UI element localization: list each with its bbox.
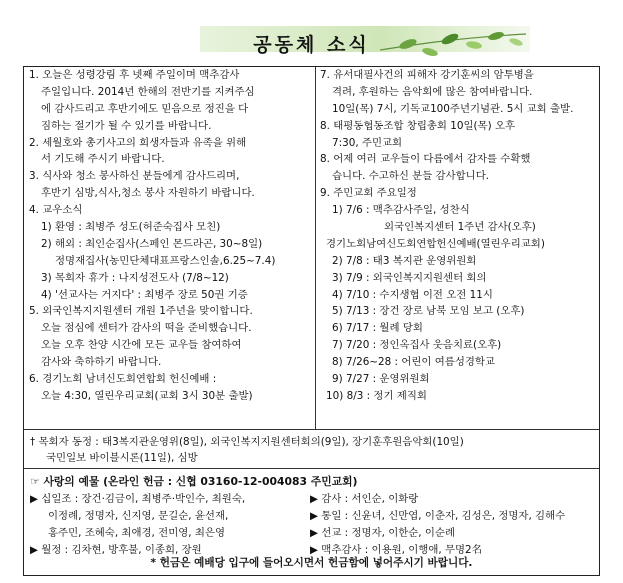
section-divider (24, 429, 599, 430)
header (0, 0, 623, 62)
section-divider (24, 468, 599, 469)
left-column (29, 67, 316, 405)
right-line: 10일(목) 7시, 기독교100주년기념관. 5시 교회 출발. (332, 102, 574, 115)
left-line: 주일입니다. 2014년 한해의 전반기를 지켜주심 (41, 85, 255, 98)
notice-line: 국민일보 바이블시론(11일), 심방 (46, 452, 198, 464)
right-line: 7:30, 주민교회 (332, 136, 403, 149)
left-line: 정명재집사(농민단체대표프랑스인솔,6.25~7.4) (55, 254, 276, 267)
right-line: 1) 7/6 : 맥추감사주일, 성찬식 (332, 204, 470, 217)
left-line: 4. 교우소식 (29, 204, 83, 217)
left-line: 짐하는 절기가 될 수 있기를 바랍니다. (41, 119, 212, 132)
offering-line: 이정례, 정명자, 신지영, 문길순, 윤선재, (48, 509, 229, 522)
left-line: 1. 오늘은 성령강림 후 넷째 주일이며 맥추감사 (29, 69, 240, 81)
offering-right-list (310, 491, 590, 559)
right-line: 경기노회남여신도회연합헌신예배(열린우리교회) (326, 237, 545, 250)
right-line: 외국인복지센터 1주년 감사(오후) (384, 221, 536, 234)
offering-line: ▶ 십일조 : 장건·김금이, 최병주·박인수, 최원숙, (30, 492, 246, 505)
right-line: 8. 어제 여러 교우들이 다름에서 감자를 수확했 (320, 153, 531, 166)
left-line: 6. 경기노회 남녀신도회연합회 헌신예배 : (29, 373, 217, 386)
footer-note: * 헌금은 예배당 입구에 들어오시면서 헌금함에 넣어주시기 바랍니다. (150, 557, 473, 569)
left-line: 3. 식사와 청소 봉사하신 분들에게 감사드리며, (29, 170, 240, 183)
right-line: 7) 7/20 : 정인옥집사 웃음치료(오후) (332, 339, 502, 352)
left-line: 3) 목회자 휴가 : 나지성전도사 (7/8~12) (41, 271, 229, 284)
left-line: 오늘 4:30, 열린우리교회(교회 3시 30분 출발) (41, 389, 253, 402)
leaf-decoration-icon (378, 30, 528, 60)
right-line: 5) 7/13 : 장건 장로 남북 모임 보고 (오후) (332, 305, 525, 318)
offering-line: 홍주민, 조혜숙, 최애경, 전미영, 최은영 (48, 526, 225, 539)
right-line: 8. 태평동협동조합 창립총회 10일(목) 오후 (320, 119, 516, 132)
left-line: 서 기도해 주시기 바랍니다. (41, 153, 165, 166)
right-line: 2) 7/8 : 태3 복지관 운영위원회 (332, 254, 477, 267)
right-line: 9. 주민교회 주요일정 (320, 187, 417, 200)
page-title: 공동체 소식 (253, 34, 370, 56)
left-line: 2) 해외 : 최인순집사(스페인 몬드라곤, 30~8일) (41, 237, 263, 250)
offering-section (30, 474, 596, 558)
right-line: 습니다. 수고하신 분들 감사합니다. (332, 170, 490, 183)
bulletin-frame (23, 66, 600, 576)
offering-left-list (30, 491, 310, 559)
right-line: 4) 7/10 : 수지생협 이전 오전 11시 (332, 288, 493, 301)
right-line: 10) 8/3 : 정기 제직회 (326, 389, 427, 402)
right-line: 8) 7/26~28 : 어린이 여름성경학교 (332, 356, 495, 369)
offering-line: ▶ 감사 : 서인순, 이화랑 (310, 492, 419, 505)
offering-grid (30, 491, 596, 559)
offering-line: ▶ 선교 : 정명자, 이한순, 이순례 (310, 526, 456, 539)
left-line: 4) '선교사는 거지다' : 최병주 장로 50권 기증 (41, 288, 248, 301)
left-line: 오늘 오후 찬양 시간에 모든 교우들 참여하여 (41, 339, 242, 352)
offering-line: ▶ 맥추감사 : 이용원, 이행애, 무명2名 (310, 543, 483, 556)
right-line: 7. 유서대필사건의 피해자 강기훈씨의 암투병을 (320, 69, 534, 81)
left-line: 후반기 심방,식사,청소 봉사 자원하기 바랍니다. (41, 187, 255, 200)
left-line: 감사와 축하하기 바랍니다. (41, 356, 162, 369)
left-line: 2. 세월호와 총기사고의 희생자들과 유족을 위해 (29, 136, 247, 149)
left-line: 5. 외국인복지지원센터 개원 1주년을 맞이합니다. (29, 305, 253, 318)
offering-line: ▶ 월정 : 김차현, 방후불, 이종희, 장원 (30, 543, 202, 556)
right-line: 격려, 후원하는 음악회에 많은 참여바랍니다. (332, 85, 533, 98)
right-line: 3) 7/9 : 외국인복지지원센터 회의 (332, 271, 487, 284)
offering-line: ▶ 통일 : 신윤녀, 신만엽, 이춘자, 김성은, 정명자, 김해수 (310, 509, 566, 522)
offering-heading: ☞ 사랑의 예물 (온라인 헌금 : 신협 03160-12-004083 주민교회) (30, 475, 358, 488)
right-line: 6) 7/17 : 월례 당회 (332, 322, 423, 335)
left-line: 에 감사드리고 후반기에도 믿음으로 정진을 다 (41, 102, 249, 115)
left-line: 오늘 점심에 센터가 감사의 떡을 준비했습니다. (41, 322, 252, 335)
notice-line: † 목회자 동정 : 태3복지관운영위(8일), 외국인복지지원센터회의(9일), 장기훈후원음악회(10일) (30, 436, 464, 448)
pastor-schedule-notice (30, 434, 596, 466)
left-line: 1) 환영 : 최병주 성도(허준숙집사 모친) (41, 221, 221, 234)
right-line: 9) 7/27 : 운영위원회 (332, 373, 430, 386)
right-column (320, 67, 595, 405)
